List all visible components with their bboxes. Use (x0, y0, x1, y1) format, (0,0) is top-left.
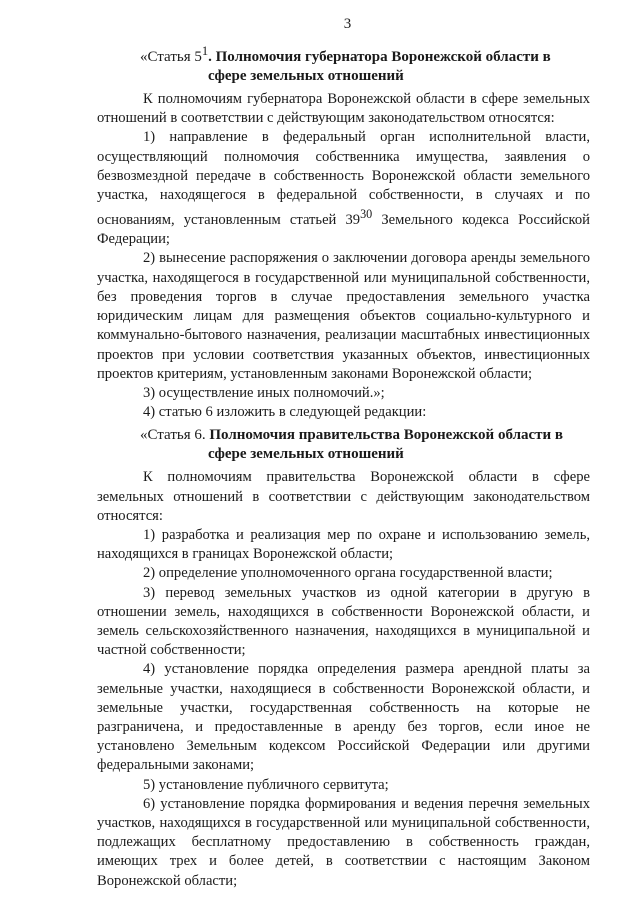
article-6-item-3: 3) перевод земельных участков из одной категории в другую в отношении земель, находящихся в собственности Воронежской области, и земель сельскохозяйственного назначения, находящихся в муниципальной и частной собственности; (97, 584, 590, 659)
article-39-superscript: 30 (360, 207, 373, 222)
article-6-item-1: 1) разработка и реализация мер по охране и использованию земель, находящихся в границах Воронежской области; (97, 526, 590, 563)
article-5-item-3: 3) осуществление иных полномочий.»; (143, 384, 385, 401)
page-number: 3 (343, 16, 352, 32)
article-6-item-5: 5) установление публичного сервитута; (143, 776, 389, 793)
article-5-intro: К полномочиям губернатора Воронежской области в сфере земельных отношений в соответствии с действующим законодательством относятся: (97, 91, 590, 127)
article-5-item-2: 2) вынесение распоряжения о заключении договора аренды земельного участка, находящегося в государственной или муниципальной собственности, без проведения торгов в случае предоставления земельного участка юридическим лицам для размещения объектов социально-культурного и коммунально-бытового назначения, реализации масштабных инвестиционных проектов при условии соответствия указанных объектов, инвестиционных проектов критериям, установленным законами Воронежской области; (97, 250, 590, 382)
article-6-intro: К полномочиям правительства Воронежской области в сфере земельных отношений в соответствии с действующим законодательством относятся: (97, 469, 590, 524)
article-5-superscript: 1 (201, 44, 209, 58)
article-6-prefix: «Статья 6. (140, 427, 206, 444)
article-5-item-1: 1) направление в федеральный орган исполнительной власти, осуществляющий полномочия собственника имущества, заявления о безвозмездной передаче в собственность Воронежской области земельного участка, находящегося в федеральной собственности, в случаях и по основаниям, установленным статьей $39^{30}$ Земельного кодекса Российской Федерации; (97, 129, 590, 248)
article-6-item-4: 4) установление порядка определения размера арендной платы за земельные участки, находящиеся в собственности Воронежской области, и земельные участки, государственная собственность на которые не разграничена, и предоставленные в аренду без торгов, если иное не установлено Земельным кодексом Российской Федерации или другими федеральными законами; (97, 661, 590, 774)
article-6-heading (97, 426, 590, 464)
article-6-item-6: 6) установление порядка формирования и ведения перечня земельных участков, находящихся в государственной или муниципальной собственности, подлежащих бесплатному предоставлению в собственность граждан, имеющих трех и более детей, в соответствии с настоящим Законом Воронежской области; (97, 795, 590, 889)
article-5-title-line-2: сфере земельных отношений (208, 68, 404, 84)
article-6-title-line-1: Полномочия правительства Воронежской области в (205, 427, 564, 444)
amendment-item-4: 4) статью 6 изложить в следующей редакции: (143, 404, 427, 421)
article-6-title-line-2: сфере земельных отношений (208, 446, 404, 463)
article-5-prefix: «Статья $5^1$ (140, 44, 209, 65)
article-5-title-line-1: . Полномочия губернатора Воронежской области в (208, 49, 551, 65)
article-6-item-2: 2) определение уполномоченного органа государственной власти; (143, 565, 553, 582)
article-5-heading (97, 42, 590, 86)
